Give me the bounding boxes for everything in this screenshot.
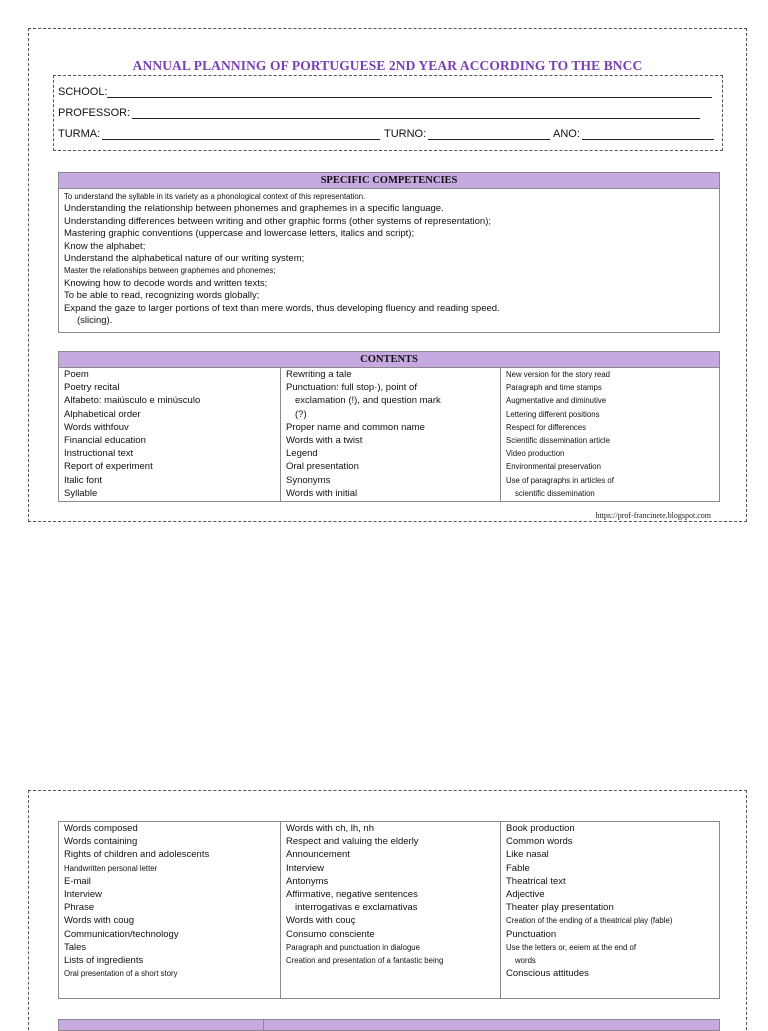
school-label: SCHOOL:: [58, 86, 108, 98]
content-item: Words composed: [64, 823, 138, 834]
content-item: Punctuation: full stop·), point of: [286, 382, 417, 394]
content-item: Poetry recital: [64, 382, 120, 394]
content-item: Creation of the ending of a theatrical play (fable): [506, 916, 673, 926]
contents-column-3: [500, 822, 719, 998]
contents-table: [58, 351, 720, 502]
content-item: Alphabetical order: [64, 408, 141, 420]
content-item: Punctuation: [506, 928, 557, 940]
content-item: Italic font: [64, 474, 103, 486]
content-item: Tales: [64, 941, 87, 953]
contents-column-3: [500, 368, 719, 502]
content-item: Adjective: [506, 889, 545, 901]
competency-item: (slicing).: [77, 315, 113, 327]
content-item: Oral presentation of a short story: [64, 969, 178, 979]
content-item: Communication/technology: [64, 928, 179, 940]
content-item: Words with ch, lh, nh: [286, 823, 375, 834]
competency-item: Knowing how to decode words and written texts;: [64, 277, 268, 289]
competencies-heading: SPECIFIC COMPETENCIES: [59, 173, 719, 189]
content-item: Book production: [506, 823, 575, 834]
content-item: Paragraph and punctuation in dialogue: [286, 942, 420, 952]
content-item: Interview: [286, 862, 325, 874]
competency-item: Expand the gaze to larger portions of text than mere words, thus developing fluency and reading speed.: [64, 302, 500, 314]
turma-field[interactable]: [102, 139, 380, 140]
content-item: Words with coug: [64, 915, 135, 927]
specific-competencies-table: [58, 172, 720, 333]
content-item: Words with couç: [286, 915, 356, 927]
turno-field[interactable]: [428, 139, 550, 140]
contents-table-continued: [58, 821, 720, 999]
content-item: E-mail: [64, 875, 91, 887]
content-item: Phrase: [64, 902, 95, 914]
content-item: Announcement: [286, 849, 350, 861]
turma-label: TURMA:: [58, 128, 101, 140]
content-item: Rewriting a tale: [286, 369, 352, 380]
page-title: ANNUAL PLANNING OF PORTUGUESE 2ND YEAR ACCORDING TO THE BNCC: [132, 58, 643, 73]
content-item: exclamation (!), and question mark: [295, 395, 441, 407]
identification-box: [53, 75, 723, 151]
content-item: Augmentative and diminutive: [506, 396, 607, 406]
content-item: Financial education: [64, 435, 146, 447]
content-item: Proper name and common name: [286, 421, 425, 433]
content-item: Respect and valuing the elderly: [286, 836, 419, 848]
content-item: Lists of ingredients: [64, 955, 144, 967]
content-item: Creation and presentation of a fantastic being: [286, 956, 444, 966]
content-item: Like nasal: [506, 849, 549, 861]
competencies-list: [59, 189, 719, 327]
competency-item: Know the alphabet;: [64, 240, 146, 252]
next-section-header-bar: [58, 1019, 720, 1031]
turno-label: TURNO:: [384, 128, 427, 140]
planning-page-2: [28, 790, 747, 1030]
professor-field[interactable]: [132, 118, 700, 119]
content-item: Fable: [506, 862, 530, 874]
content-item: Use the letters or, eeiem at the end of: [506, 942, 637, 952]
content-item: Poem: [64, 369, 89, 380]
content-item: Interview: [64, 889, 103, 901]
content-item: (?): [295, 408, 307, 420]
planning-page-1: [28, 28, 747, 522]
content-item: Legend: [286, 448, 318, 460]
competency-item: Understanding the relationship between phonemes and graphemes in a specific language.: [64, 203, 444, 215]
content-item: Conscious attitudes: [506, 968, 589, 980]
competency-item: To be able to read, recognizing words globally;: [64, 290, 260, 302]
competency-item: Master the relationships between graphemes and phonemes;: [64, 266, 276, 276]
content-item: Handwritten personal letter: [64, 863, 158, 873]
content-item: Alfabeto: maiúsculo e minúsculo: [64, 395, 201, 407]
contents-column-1: [59, 368, 280, 502]
contents-column-2: [280, 822, 500, 998]
professor-label: PROFESSOR:: [58, 107, 131, 119]
content-item: Rights of children and adolescents: [64, 849, 210, 861]
ano-label: ANO:: [553, 128, 580, 140]
content-item: Respect for differences: [506, 422, 587, 432]
contents-heading: CONTENTS: [59, 352, 719, 368]
content-item: Lettering different positions: [506, 409, 600, 419]
content-item: words: [515, 956, 536, 966]
content-item: Consumo consciente: [286, 928, 375, 940]
competency-item: To understand the syllable in its variety as a phonological context of this representation.: [64, 192, 366, 201]
content-item: Paragraph and time stamps: [506, 383, 602, 393]
content-item: Report of experiment: [64, 461, 153, 473]
contents-column-2: [280, 368, 500, 502]
content-item: interrogativas e exclamativas: [295, 902, 418, 914]
content-item: Synonyms: [286, 474, 331, 486]
contents-column-1: [59, 822, 280, 998]
content-item: Words with a twist: [286, 435, 363, 447]
content-item: Use of paragraphs in articles of: [506, 475, 614, 485]
content-item: Oral presentation: [286, 461, 359, 473]
content-item: Words withfouv: [64, 421, 129, 433]
ano-field[interactable]: [582, 139, 714, 140]
content-item: Instructional text: [64, 448, 134, 460]
content-item: Antonyms: [286, 875, 329, 887]
content-item: Syllable: [64, 487, 98, 499]
content-item: Words with initial: [286, 487, 358, 499]
content-item: Affirmative, negative sentences: [286, 889, 418, 901]
content-item: Video production: [506, 449, 565, 459]
content-item: Theater play presentation: [506, 902, 614, 914]
content-item: Environmental preservation: [506, 462, 601, 472]
school-field[interactable]: [107, 97, 712, 98]
content-item: Words containing: [64, 836, 138, 848]
competency-item: Understanding differences between writing and other graphic forms (other systems of representation);: [64, 215, 492, 227]
header-bar-divider: [263, 1020, 264, 1030]
competency-item: Mastering graphic conventions (uppercase and lowercase letters, italics and script);: [64, 228, 415, 240]
content-item: Scientific dissemination article: [506, 436, 611, 446]
content-item: scientific dissemination: [515, 488, 595, 498]
source-url: https://prof-francinete.blogspot.com: [595, 511, 711, 520]
competency-item: Understand the alphabetical nature of our writing system;: [64, 253, 305, 265]
content-item: New version for the story read: [506, 370, 611, 379]
content-item: Common words: [506, 836, 573, 848]
content-item: Theatrical text: [506, 875, 566, 887]
